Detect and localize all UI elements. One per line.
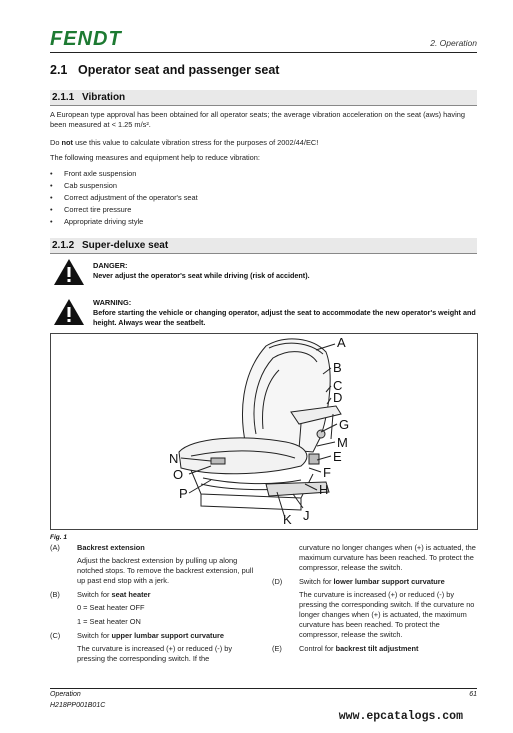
seat-diagram [50,333,478,530]
list-item: • Cab suspension [50,180,198,192]
callout-label-k: K [283,512,292,527]
page-number: 61 [469,691,477,698]
callout-label-m: M [337,435,348,450]
legend-item-d: (D) Switch for lower lumbar support curvature [272,577,445,586]
subsection-heading-seat: 2.1.2 Super-deluxe seat [50,238,477,254]
vibration-measures-list [50,168,198,228]
callout-label-n: N [169,451,179,466]
warning-title: WARNING: [93,298,132,307]
legend-item-e: (E) Control for backrest tilt adjustment [272,644,419,653]
legend-item-a: (A) Backrest extension [50,543,145,552]
vibration-para-1: A European type approval has been obtained for all operator seats; the average vibration acceleration on the seat (aws) having been measured at < 1.25 m/s². [50,110,465,129]
danger-warning-icon [53,258,85,286]
legend-desc-b-off: 0 = Seat heater OFF [77,603,145,612]
callout-label-p: P [179,486,188,501]
section-title: 2.1 Operator seat and passenger seat [50,63,280,77]
warning-text: Before starting the vehicle or changing operator, adjust the seat to accommodate the new operator's weight and height. Always wear the seatbelt. [93,308,476,327]
list-item: • Appropriate driving style [50,216,198,228]
header-rule [50,52,477,53]
callout-label-f: F [323,465,331,480]
callout-label-a: A [337,335,346,350]
svg-text:FENDT: FENDT [50,28,122,48]
legend-desc-b-on: 1 = Seat heater ON [77,617,141,626]
vibration-para-3: The following measures and equipment help to reduce vibration: [50,153,260,162]
callout-label-o: O [173,467,184,482]
callout-label-c: C [333,378,343,393]
callout-label-b: B [333,360,342,375]
fendt-logo [50,28,148,48]
footer-rule [50,688,477,689]
legend-desc-c: The curvature is increased (+) or reduced (-) by pressing the corresponding switch. If the [77,644,233,663]
subsection-heading-vibration: 2.1.1 Vibration [50,90,477,106]
vibration-para-2: Do not use this value to calculate vibration stress for the purposes of 2002/44/EC! [50,138,319,147]
legend-right-column [272,543,476,654]
watermark-url[interactable]: www.epcatalogs.com [338,710,463,723]
legend-item-b: (B) Switch for seat heater [50,590,151,599]
danger-title: DANGER: [93,261,128,270]
list-item: • Front axle suspension [50,168,198,180]
callout-label-e: E [333,449,342,464]
callout-label-h: H [319,482,329,497]
list-item: • Correct adjustment of the operator's seat [50,192,198,204]
legend-left-column [50,543,260,668]
callout-label-j: J [303,508,310,523]
footer-doc-code: H218PP001B01C [50,702,106,709]
figure-caption: Fig. 1 [50,534,67,541]
legend-item-c: (C) Switch for upper lumbar support curvature [50,631,225,640]
callout-label-g: G [339,417,350,432]
footer-chapter: Operation [50,691,81,698]
legend-desc-a: Adjust the backrest extension by pulling up along notched stops. To remove the backrest extension, pull up past end stop with a jerk. [77,556,254,585]
callout-label-d: D [333,390,343,405]
legend-desc-d: The curvature is increased (+) or reduced (-) by pressing the corresponding switch. If the curvature no longer changes when (+) is actuated, the maximum curvature has been reached. To protect the compressor, release the switch. [299,590,475,639]
legend-desc-c-cont: curvature no longer changes when (+) is actuated, the maximum curvature has been reached. To protect the compressor, release the switch. [299,543,476,572]
warning-icon [53,298,85,326]
danger-text: Never adjust the operator's seat while driving (risk of accident). [93,271,310,280]
section-reference: 2. Operation [430,38,477,48]
list-item: • Correct tire pressure [50,204,198,216]
